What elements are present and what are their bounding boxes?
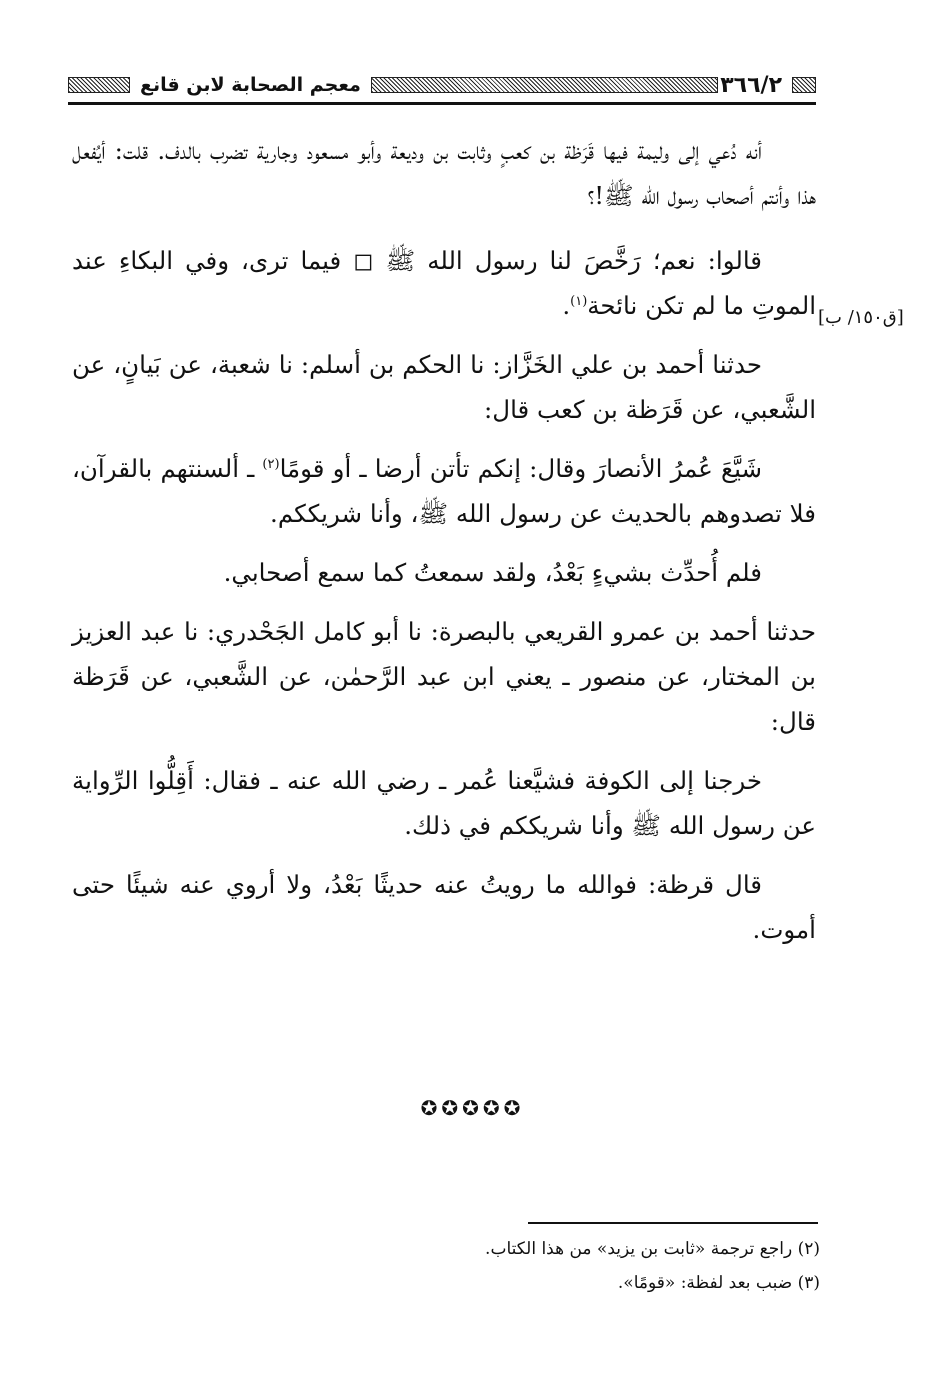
paragraph-5: فلم أُحدِّث بشيءٍ بَعْدُ، ولقد سمعتُ كما سمع أصحابي. (223, 558, 762, 587)
main-text (72, 128, 816, 966)
footnote-1: (٢) راجع ترجمة «ثابت بن يزيد» من هذا الكتاب. (485, 1239, 820, 1259)
manuscript-folio-note: [ق١٥٠/ ب] (818, 307, 904, 328)
footnotes (200, 1232, 820, 1300)
footnote-ref-2: (٢) (262, 456, 280, 472)
paragraph-8: قال قرظة: فوالله ما رويتُ عنه حديثًا بَعْدُ، ولا أروي عنه شيئًا حتى أموت. (72, 870, 816, 944)
header-ornament-middle (371, 77, 718, 93)
paragraph-2: قالوا: نعم؛ رَخَّصَ لنا رسول الله ﷺ ◻ فيما ترى، وفي البكاءِ عند الموتِ ما لم تكن نائحة$^{(١)}$. (72, 246, 816, 320)
paragraph-4-text-a: شَيَّعَ عُمرُ الأنصارَ وقال: إنكم تأتن أرضا ـ أو قومًا (279, 454, 762, 483)
header-rule (68, 102, 816, 105)
paragraph-4-text-b: ـ ألسنتهم بالقرآن، فلا تصدوهم بالحديث عن رسول الله ﷺ، وأنا شريككم. (72, 454, 816, 528)
header-ornament-right (792, 77, 816, 93)
header-ornament-left (68, 77, 130, 93)
footnote-rule (528, 1222, 818, 1224)
paragraph-1: أنه دُعي إلى وليمة فيها قَرَظة بن كعبٍ وثابت بن وديعة وأبو مسعود وجارية تضرب بالدف. قلت: أيُفعل هذا وأنتم أصحاب رسول الله ﷺ!؟ (72, 136, 816, 210)
header-row (68, 70, 816, 100)
footnote-2: (٣) ضبب بعد لفظة: «قومًا». (617, 1273, 820, 1293)
paragraph-3: حدثنا أحمد بن علي الخَزَّاز: نا الحكم بن أسلم: نا شعبة، عن بَيانٍ، عن الشَّعبي، عن قَرَظة بن كعب قال: (72, 350, 816, 424)
paragraph-4 (72, 446, 816, 536)
running-title: معجم الصحابة لابن قانع (140, 74, 361, 96)
footnote-ref-1: (١) (570, 293, 588, 309)
paragraph-6: حدثنا أحمد بن عمرو القريعي بالبصرة: نا أبو كامل الجَحْدري: نا عبد العزيز بن المختار، عن منصور ـ يعني ابن عبد الرَّحمٰن، عن الشَّعبي، عن قَرَظة قال: (72, 617, 816, 736)
paragraph-7: خرجنا إلى الكوفة فشيَّعنا عُمر ـ رضي الله عنه ـ فقال: أَقِلُّوا الرِّواية عن رسول الله ﷺ وأنا شريككم في ذلك. (72, 766, 816, 840)
page-number: ٣٦٦/٢ (720, 72, 782, 98)
page-header (68, 58, 816, 118)
section-separator-stars: ✪✪✪✪✪ (420, 1096, 525, 1120)
paragraph-2-text: قالوا: نعم؛ رَخَّصَ لنا رسول الله ﷺ ◻ فيما ترى، وفي البكاءِ عند الموتِ ما لم تكن نائحة (72, 246, 816, 320)
